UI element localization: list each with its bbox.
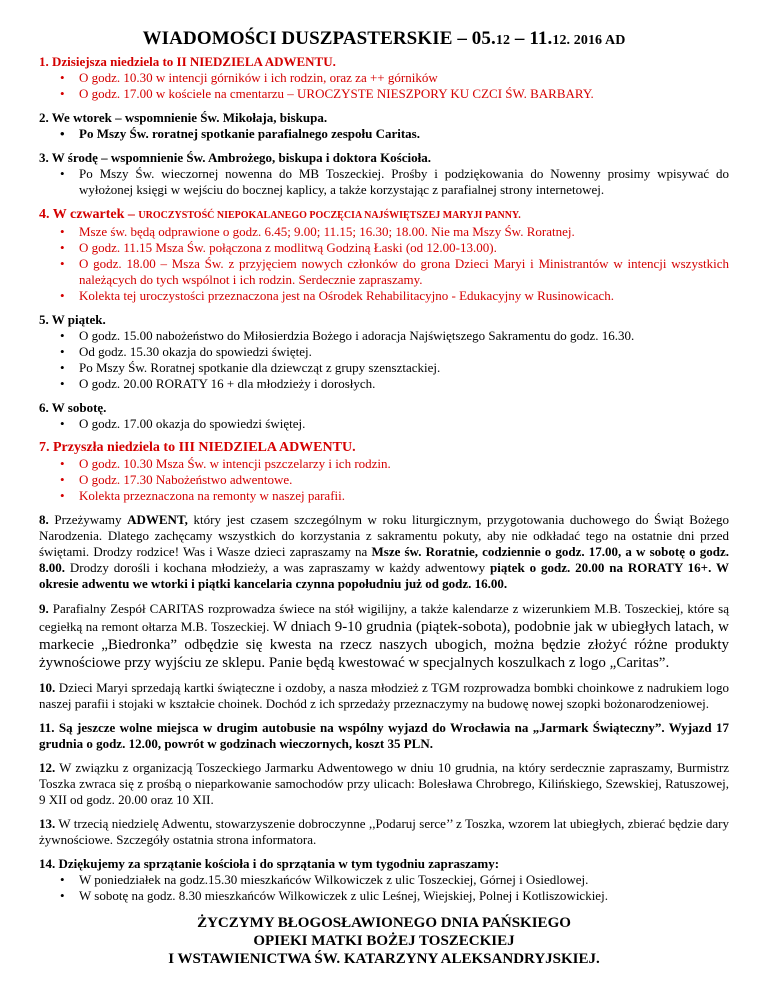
list-item: • W poniedziałek na godz.15.30 mieszkańców Wilkowiczek z ulic Toszeckiej, Górnej i Osiedlowej. bbox=[79, 872, 729, 888]
paragraph-10 bbox=[39, 680, 729, 712]
paragraph-8-bold-3: piątek o godz. 20.00 na RORATY 16+. W okresie adwentu we wtorki i piątki kancelaria czynna popołudniu już od godz. 16.00. bbox=[39, 560, 729, 591]
section-1-list bbox=[39, 70, 729, 102]
list-item: • W sobotę na godz. 8.30 mieszkańców Wilkowiczek z ulic Leśnej, Wiejskiej, Polnej i Kotliszowickiej. bbox=[79, 888, 729, 904]
title-mid: – 11. bbox=[510, 28, 553, 49]
closing-line-3: I WSTAWIENICTWA ŚW. KATARZYNY ALEKSANDRYJSKIEJ. bbox=[168, 951, 600, 967]
section-2-list bbox=[39, 126, 729, 142]
section-1 bbox=[39, 54, 729, 102]
paragraph-12-text: W związku z organizacją Toszeckiego Jarmarku Adwentowego w dniu 10 grudnia, na który serdecznie zapraszamy, Burmistrz Toszka zwraca się z prośbą o nieparkowanie samochodów przy ulicach: Bolesława Chrobrego, Kilińskiego, Szewskiej, Ratuszowej, 9 XII od godz. 20.00 oraz 10 XII. bbox=[39, 760, 729, 807]
paragraph-11: 11. Są jeszcze wolne miejsca w drugim autobusie na wspólny wyjazd do Wrocławia na „Jarmark Świąteczny”. Wyjazd 17 grudnia o godz. 12.00, powrót w godzinach wieczornych, koszt 35 PLN. bbox=[39, 720, 729, 751]
paragraph-8-text-2: który jest czasem szczególnym w roku liturgicznym, przygotowania duchowego do Świąt Bożego Narodzenia. Dlatego zachęcamy wszystkich do korzystania z sakramentu pokuty, aby nie odkładać tego na ostatnie dni przed świętami. Drodzy rodzice! Was i Wasze dzieci zapraszamy na bbox=[39, 512, 729, 559]
paragraph-12 bbox=[39, 760, 729, 808]
paragraph-8-text-1: Przeżywamy bbox=[48, 512, 128, 527]
section-2 bbox=[39, 110, 729, 142]
list-item: • O godz. 11.15 Msza Św. połączona z modlitwą Godziną Łaski (od 12.00-13.00). bbox=[79, 240, 729, 256]
closing-wishes bbox=[39, 914, 729, 968]
section-6-list bbox=[39, 416, 729, 432]
bulletin-page bbox=[39, 0, 729, 968]
list-item: • O godz. 10.30 Msza Św. w intencji pszczelarzy i ich rodzin. bbox=[79, 456, 729, 472]
title-main: WIADOMOŚCI DUSZPASTERSKIE – 05. bbox=[142, 28, 496, 49]
closing-line-2: OPIEKI MATKI BOŻEJ TOSZECKIEJ bbox=[253, 933, 515, 949]
list-item: • Od godz. 15.30 okazja do spowiedzi świętej. bbox=[79, 344, 729, 360]
list-item: • O godz. 17.00 w kościele na cmentarzu – UROCZYSTE NIESZPORY KU CZCI ŚW. BARBARY. bbox=[79, 86, 729, 102]
list-item: • O godz. 20.00 RORATY 16 + dla młodzieży i dorosłych. bbox=[79, 376, 729, 392]
list-item: • O godz. 15.00 nabożeństwo do Miłosierdzia Bożego i adoracja Najświętszego Sakramentu do godz. 16.30. bbox=[79, 328, 729, 344]
paragraph-8-bold-1: ADWENT, bbox=[127, 512, 188, 527]
paragraph-9-text-1: Parafialny Zespół CARITAS rozprowadza świece na stół wigilijny, a także kalendarze z wizerunkiem M.B. Toszeckiej, które są cegiełką na remont ołtarza M.B. Toszeckiej. bbox=[39, 601, 729, 634]
list-item: • Msze św. będą odprawione o godz. 6.45; 9.00; 11.15; 16.30; 18.00. Nie ma Mszy Św. Roratnej. bbox=[79, 224, 729, 240]
paragraph-10-text: Dzieci Maryi sprzedają kartki świąteczne i ozdoby, a nasza młodzież z TGM rozprowadza bombki choinkowe z nadrukiem logo naszej parafii i stojaki w kształcie choinek. Dochód z ich sprzedaży przeznaczymy na budowę nowej szopki bożonarodzeniowej. bbox=[39, 680, 729, 711]
section-4 bbox=[39, 206, 729, 304]
list-item: • Po Mszy Św. roratnej spotkanie parafialnego zespołu Caritas. bbox=[79, 126, 729, 142]
section-5-list bbox=[39, 328, 729, 392]
paragraph-8 bbox=[39, 512, 729, 592]
section-14 bbox=[39, 856, 729, 904]
paragraph-8-number: 8. bbox=[39, 512, 49, 527]
section-14-list bbox=[39, 872, 729, 904]
paragraph-13-text: W trzecią niedzielę Adwentu, stowarzyszenie dobroczynne ,,Podaruj serce’’ z Toszka, wzorem lat ubiegłych, zbierać będzie dary żywnościowe. Szczegóły ostatnia strona informatora. bbox=[39, 816, 729, 847]
section-3 bbox=[39, 150, 729, 198]
section-3-title: 3. W środę – wspomnienie Św. Ambrożego, biskupa i doktora Kościoła. bbox=[39, 150, 431, 165]
list-item: • Po Mszy Św. Roratnej spotkanie dla dziewcząt z grupy szensztackiej. bbox=[79, 360, 729, 376]
closing-line-1: ŻYCZYMY BŁOGOSŁAWIONEGO DNIA PAŃSKIEGO bbox=[197, 915, 571, 931]
section-4-list bbox=[39, 224, 729, 304]
title-date-2: 12. 2016 AD bbox=[552, 33, 626, 48]
paragraph-9-number: 9. bbox=[39, 601, 49, 616]
paragraph-9 bbox=[39, 600, 729, 672]
section-5-title: 5. W piątek. bbox=[39, 312, 106, 327]
section-14-title: 14. Dziękujemy za sprzątanie kościoła i do sprzątania w tym tygodniu zapraszamy: bbox=[39, 856, 500, 871]
section-2-title: 2. We wtorek – wspomnienie Św. Mikołaja, biskupa. bbox=[39, 110, 328, 125]
paragraph-8-text-3: Drodzy dorośli i kochana młodzieży, a was zapraszamy w każdy adwentowy bbox=[65, 560, 491, 575]
section-7 bbox=[39, 440, 729, 504]
paragraph-12-number: 12. bbox=[39, 760, 56, 775]
paragraph-9-text-2: W dniach 9-10 grudnia (piątek-sobota), podobnie jak w ubiegłych latach, w markecie „Biedronka” odbędzie się kwesta na rzecz naszych ubogich, można będzie złożyć różne produkty żywnościowe przy wyjściu ze sklepu. Panie będą kwestować w specjalnych koszulkach z logo „Caritas”. bbox=[39, 619, 729, 671]
section-6-title: 6. W sobotę. bbox=[39, 400, 107, 415]
paragraph-13-number: 13. bbox=[39, 816, 56, 831]
section-4-title bbox=[39, 206, 729, 224]
paragraph-13 bbox=[39, 816, 729, 848]
list-item: • O godz. 10.30 w intencji górników i ich rodzin, oraz za ++ górników bbox=[79, 70, 729, 86]
section-7-title: 7. Przyszła niedziela to III NIEDZIELA ADWENTU. bbox=[39, 440, 356, 455]
section-4-title-b: UROCZYSTOŚĆ NIEPOKALANEGO POCZĘCIA NAJŚWIĘTSZEJ MARYJI PANNY. bbox=[138, 210, 521, 221]
section-7-list bbox=[39, 456, 729, 504]
section-4-title-a: 4. W czwartek – bbox=[39, 207, 139, 222]
section-3-list bbox=[39, 166, 729, 198]
section-5 bbox=[39, 312, 729, 392]
paragraph-8-bold-2: Msze św. Roratnie, codziennie o godz. 17.00, a w sobotę o godz. 8.00. bbox=[39, 544, 729, 575]
list-item: • Kolekta tej uroczystości przeznaczona jest na Ośrodek Rehabilitacyjno - Edukacyjny w Rusinowicach. bbox=[79, 288, 729, 304]
title-date-1: 12 bbox=[495, 33, 511, 48]
section-6 bbox=[39, 400, 729, 432]
list-item: • Kolekta przeznaczona na remonty w naszej parafii. bbox=[79, 488, 729, 504]
section-1-title: 1. Dzisiejsza niedziela to II NIEDZIELA ADWENTU. bbox=[39, 54, 336, 69]
list-item: • O godz. 18.00 – Msza Św. z przyjęciem nowych członków do grona Dzieci Maryi i Ministrantów w intencji wszystkich należących do tych wspólnot i ich rodzin. Serdecznie zapraszamy. bbox=[79, 256, 729, 288]
list-item: • O godz. 17.30 Nabożeństwo adwentowe. bbox=[79, 472, 729, 488]
page-title bbox=[39, 28, 729, 50]
list-item: • O godz. 17.00 okazja do spowiedzi świętej. bbox=[79, 416, 729, 432]
paragraph-10-number: 10. bbox=[39, 680, 56, 695]
list-item: • Po Mszy Św. wieczornej nowenna do MB Toszeckiej. Prośby i podziękowania do Nowenny prosimy wpisywać do wyłożonej księgi w wejściu do bocznej kaplicy, a także korzystając z parafialnej strony internetowej. bbox=[79, 166, 729, 198]
